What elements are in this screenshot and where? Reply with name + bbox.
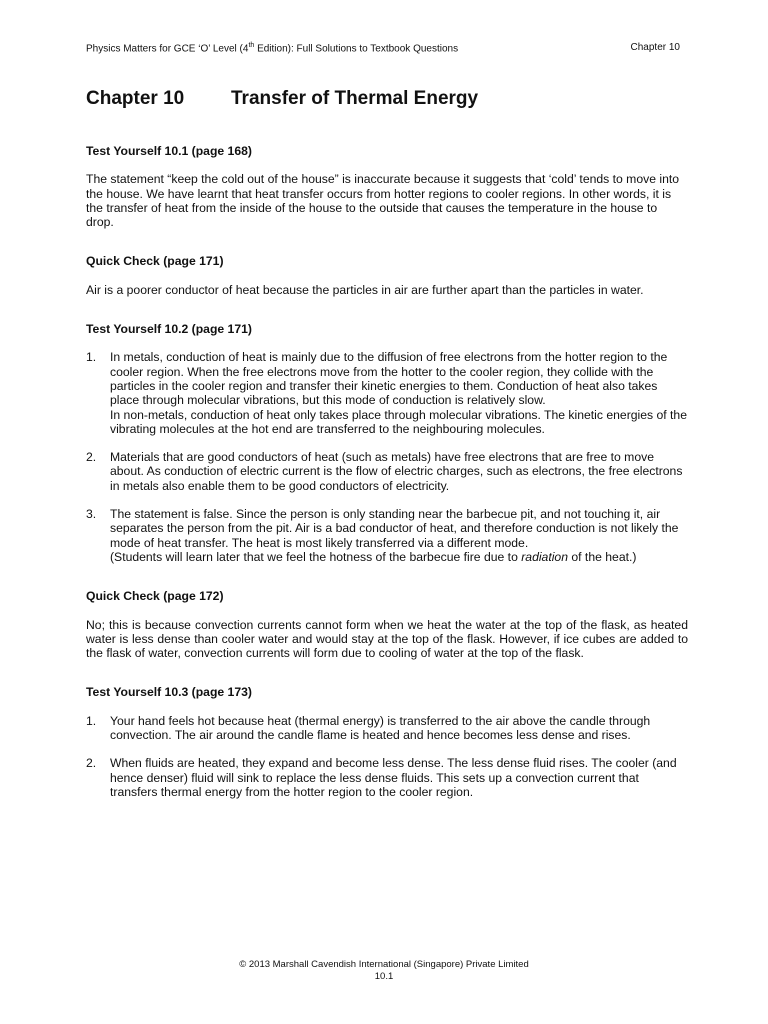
list-item xyxy=(86,507,688,564)
list-number: 2. xyxy=(86,756,97,771)
answer-text: Your hand feels hot because heat (thermal energy) is transferred to the air above the candle through convection. The air around the candle flame is heated and hence becomes less dense and rises. xyxy=(110,713,651,743)
running-header-chapter: Chapter 10 xyxy=(630,42,680,53)
list-number: 1. xyxy=(86,713,97,728)
list-number: 1. xyxy=(86,350,97,365)
answer-text-continued: In non-metals, conduction of heat only takes place through molecular vibrations. The kinetic energies of the vibrating molecules at the hot end are transferred to the neighbouring molecules. xyxy=(110,407,687,436)
answer-text: When fluids are heated, they expand and become less dense. The less dense fluid rises. The cooler (and hence denser) fluid will sink to replace the less dense fluids. This sets up a convection current that transfers thermal energy from the hotter region to the cooler region. xyxy=(110,756,677,799)
answer-note xyxy=(110,550,688,564)
answer-text: The statement is false. Since the person is only standing near the barbecue pit, and not touching it, air separates the person from the pit. Air is a bad conductor of heat, and therefore conduction is not likely the mode of heat transfer. The heat is most likely transferred via a different mode. xyxy=(110,507,679,550)
list-number: 2. xyxy=(86,450,97,465)
answer-text: In metals, conduction of heat is mainly due to the diffusion of free electrons from the hotter region to the cooler region. When the free electrons move from the hotter to the cooler region, they collide with the particles in the cooler region and transfer their kinetic energies to them. Conduction of heat also takes place through molecular vibrations, but this mode of conduction is relatively slow. xyxy=(110,350,668,408)
chapter-number: Chapter 10 xyxy=(86,88,185,109)
section-heading: Test Yourself 10.1 (page 168) xyxy=(86,144,252,158)
list-item-text xyxy=(110,350,688,436)
page-number: 10.1 xyxy=(374,971,394,982)
list-number: 3. xyxy=(86,507,97,522)
answer-paragraph: No; this is because convection currents cannot form when we heat the water at the top of the flask, as heated water is less dense than cooler water and would stay at the top of the flask. However, if ice cubes are added to the flask of water, convection currents will form due to cooling of water at the top of the flask. xyxy=(86,617,688,661)
section-heading: Quick Check (page 172) xyxy=(86,589,224,604)
list-item xyxy=(86,350,688,436)
page-content xyxy=(86,144,688,813)
header-title-text: Physics Matters for GCE ‘O’ Level (4 xyxy=(86,43,249,55)
copyright-notice: © 2013 Marshall Cavendish International (Singapore) Private Limited xyxy=(239,959,529,970)
answer-paragraph: The statement “keep the cold out of the house” is inaccurate because it suggests that ‘cold’ tends to move into the house. We have learnt that heat transfer occurs from hotter regions to cooler regions. In other words, it is the transfer of heat from the inside of the house to the outside that causes the temperature in the house to drop. xyxy=(86,172,680,230)
page-footer xyxy=(0,959,768,983)
list-item xyxy=(86,714,688,743)
note-emphasis: radiation xyxy=(521,549,568,564)
section-heading: Test Yourself 10.3 (page 173) xyxy=(86,685,252,700)
section-heading: Test Yourself 10.2 (page 171) xyxy=(86,322,252,337)
chapter-name: Transfer of Thermal Energy xyxy=(231,88,479,109)
header-superscript: th xyxy=(248,42,255,49)
header-title-text-end: Edition): Full Solutions to Textbook Questions xyxy=(254,43,459,55)
chapter-title xyxy=(86,88,478,110)
list-item xyxy=(86,450,688,493)
answer-text: Materials that are good conductors of heat (such as metals) have free electrons that are free to move about. As conduction of electric current is the flow of electric charges, such as electrons, the free electrons in metals also enable them to be good conductors of electricity. xyxy=(110,450,683,493)
list-item xyxy=(86,756,688,799)
note-text-end: of the heat.) xyxy=(568,549,637,564)
running-header-title xyxy=(86,42,458,54)
section-heading: Quick Check (page 171) xyxy=(86,254,224,269)
answer-paragraph: Air is a poorer conductor of heat because the particles in air are further apart than the particles in water. xyxy=(86,282,644,297)
list-item-text xyxy=(110,507,688,564)
note-text: (Students will learn later that we feel the hotness of the barbecue fire due to xyxy=(110,549,522,564)
